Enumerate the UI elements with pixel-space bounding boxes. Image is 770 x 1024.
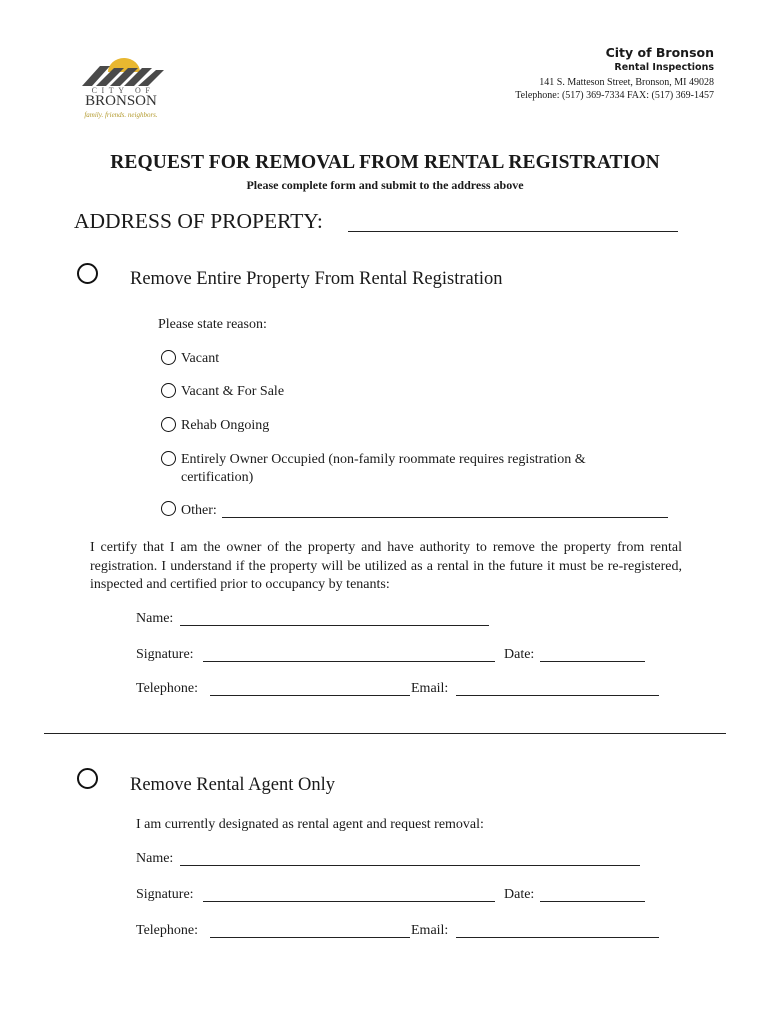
option-remove-entire-property-radio[interactable] <box>77 263 98 284</box>
agent-signature-label: Signature: <box>136 887 194 902</box>
reason-vacant-for-sale-label: Vacant & For Sale <box>181 384 285 399</box>
option-remove-entire-property-label: Remove Entire Property From Rental Registration <box>130 269 503 289</box>
owner-email-field[interactable] <box>456 695 659 696</box>
header-department: Rental Inspections <box>614 62 714 73</box>
owner-name-field[interactable] <box>180 625 489 626</box>
agent-statement: I am currently designated as rental agent and request removal: <box>136 817 484 832</box>
owner-telephone-label: Telephone: <box>136 681 198 696</box>
address-of-property-label: ADDRESS OF PROPERTY: <box>74 209 323 233</box>
owner-email-label: Email: <box>411 681 449 696</box>
reason-rehab-ongoing-radio[interactable] <box>161 417 176 432</box>
logo-city-of-text: CITY OF <box>91 86 155 95</box>
form-title: REQUEST FOR REMOVAL FROM RENTAL REGISTRATION <box>110 152 660 173</box>
address-of-property-field[interactable] <box>348 231 678 232</box>
logo-name-text: BRONSON <box>85 93 157 109</box>
agent-telephone-field[interactable] <box>210 937 410 938</box>
owner-name-label: Name: <box>136 611 174 626</box>
agent-date-field[interactable] <box>540 901 645 902</box>
reason-other-label: Other: <box>181 503 217 518</box>
owner-signature-field[interactable] <box>203 661 495 662</box>
reason-vacant-for-sale-radio[interactable] <box>161 383 176 398</box>
option-remove-rental-agent-label: Remove Rental Agent Only <box>130 775 336 795</box>
reason-owner-occupied-radio[interactable] <box>161 451 176 466</box>
owner-telephone-field[interactable] <box>210 695 410 696</box>
header-address: 141 S. Matteson Street, Bronson, MI 49028 <box>539 77 714 88</box>
agent-email-label: Email: <box>411 923 449 938</box>
agent-name-label: Name: <box>136 851 174 866</box>
reason-other-radio[interactable] <box>161 501 176 516</box>
agent-email-field[interactable] <box>456 937 659 938</box>
reason-owner-occupied-label: Entirely Owner Occupied (non-family roommate requires registration & <box>181 452 586 467</box>
header-telephone: Telephone: (517) 369-7334 FAX: (517) 369-1457 <box>515 90 714 101</box>
owner-signature-label: Signature: <box>136 647 194 662</box>
logo-tagline: family. friends. neighbors. <box>84 111 158 119</box>
agent-telephone-label: Telephone: <box>136 923 198 938</box>
form-subtitle: Please complete form and submit to the address above <box>246 178 524 192</box>
reason-prompt: Please state reason: <box>158 317 267 332</box>
reason-vacant-label: Vacant <box>181 351 220 366</box>
owner-date-field[interactable] <box>540 661 645 662</box>
section-divider <box>44 733 726 734</box>
reason-rehab-ongoing-label: Rehab Ongoing <box>181 418 270 433</box>
agent-name-field[interactable] <box>180 865 640 866</box>
owner-date-label: Date: <box>504 647 535 662</box>
owner-certification-text: I certify that I am the owner of the property and have authority to remove the property from rental registration. I understand if the property will be utilized as a rental in the future it must be re-registered, inspected and certified prior to occupancy by tenants: <box>90 540 682 592</box>
reason-other-field[interactable] <box>222 517 668 518</box>
reason-vacant-radio[interactable] <box>161 350 176 365</box>
header-city: City of Bronson <box>605 45 714 60</box>
agent-date-label: Date: <box>504 887 535 902</box>
agent-signature-field[interactable] <box>203 901 495 902</box>
option-remove-rental-agent-radio[interactable] <box>77 768 98 789</box>
reason-owner-occupied-continuation: certification) <box>181 470 254 485</box>
